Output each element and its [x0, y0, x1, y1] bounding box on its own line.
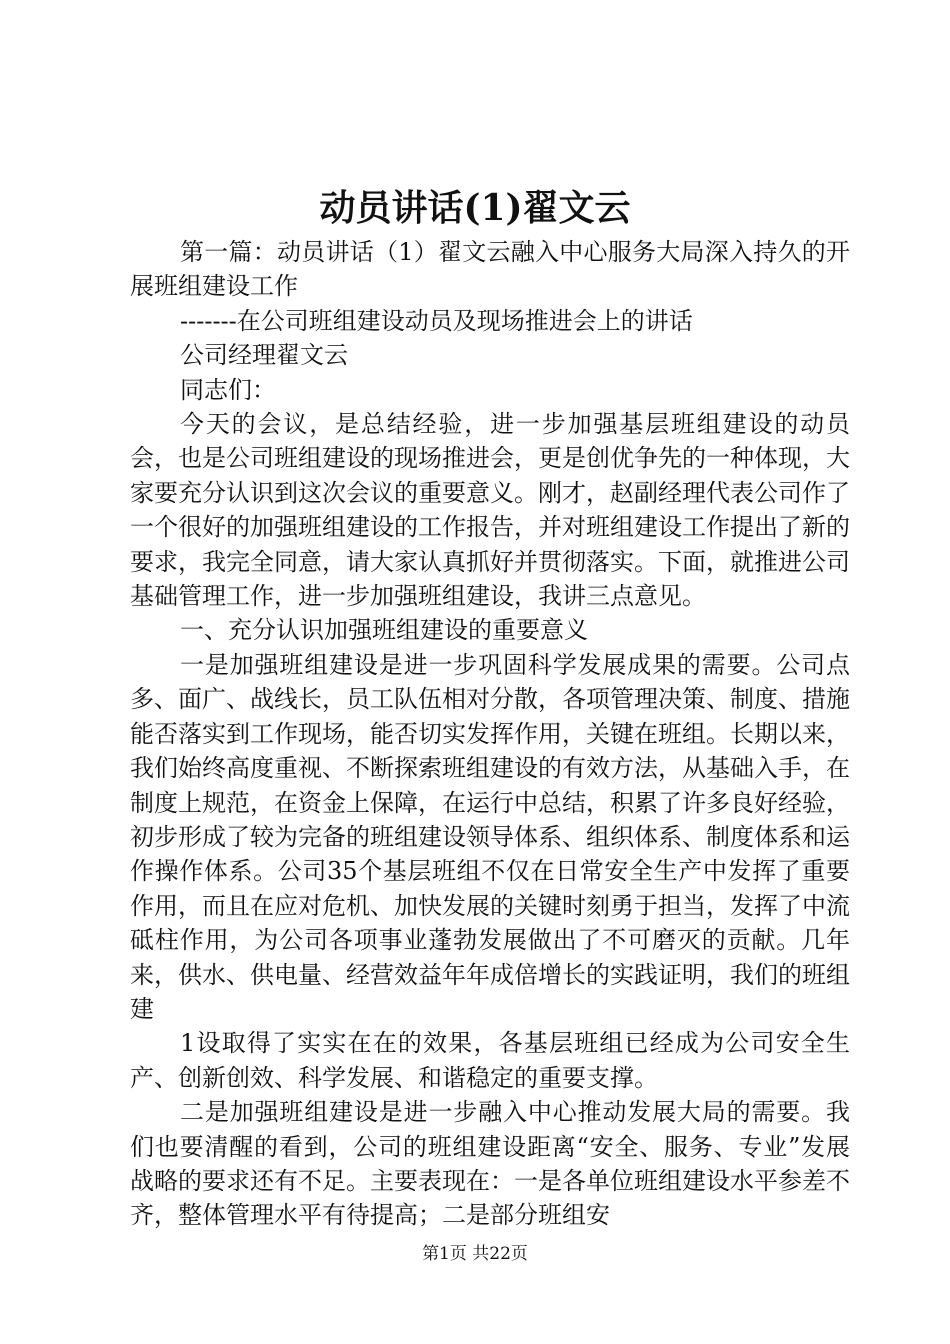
- paragraph-opening: 今天的会议，是总结经验，进一步加强基层班组建设的动员会，也是公司班组建设的现场推进会，更是创优争先的一种体现，大家要充分认识到这次会议的重要意义。刚才，赵副经理代表公司作了一个很好的加强班组建设的工作报告，并对班组建设工作提出了新的要求，我完全同意，请大家认真抓好并贯彻落实。下面，就推进公司基础管理工作，进一步加强班组建设，我讲三点意见。: [130, 410, 850, 611]
- paragraph-heading-first-piece: 第一篇：动员讲话（1）翟文云融入中心服务大局深入持久的开展班组建设工作: [130, 238, 850, 301]
- paragraph-point-one: 一是加强班组建设是进一步巩固科学发展成果的需要。公司点多、面广、战线长，员工队伍相对分散，各项管理决策、制度、措施能否落实到工作现场，能否切实发挥作用，关键在班组。长期以来，我们始终高度重视、不断探索班组建设的有效方法，从基础入手，在制度上规范，在资金上保障，在运行中总结，积累了许多良好经验，初步形成了较为完备的班组建设领导体系、组织体系、制度体系和运作操作体系。公司35个基层班组不仅在日常安全生产中发挥了重要作用，而且在应对危机、加快发展的关键时刻勇于担当，发挥了中流砥柱作用，为公司各项事业蓬勃发展做出了不可磨灭的贡献。几年来，供水、供电量、经营效益年年成倍增长的实践证明，我们的班组建: [130, 650, 850, 1023]
- paragraph-point-two: 二是加强班组建设是进一步融入中心推动发展大局的需要。我们也要清醒的看到，公司的班组建设距离“安全、服务、专业”发展战略的要求还有不足。主要表现在：一是各单位班组建设水平参差不齐，整体管理水平有待提高；二是部分班组安: [130, 1098, 850, 1230]
- paragraph-point-one-continued: 1设取得了实实在在的效果，各基层班组已经成为公司安全生产、创新创效、科学发展、和谐稳定的重要支撑。: [130, 1029, 850, 1092]
- document-title: 动员讲话(1)翟文云: [319, 187, 631, 229]
- page-number-footer: 第1页 共22页: [422, 1244, 528, 1264]
- paragraph-subtitle: -------在公司班组建设动员及现场推进会上的讲话: [180, 306, 693, 335]
- paragraph-speaker: 公司经理翟文云: [180, 341, 348, 370]
- paragraph-salutation: 同志们：: [180, 375, 276, 404]
- document-body: [130, 235, 850, 1233]
- section-heading-one: 一、充分认识加强班组建设的重要意义: [180, 616, 588, 645]
